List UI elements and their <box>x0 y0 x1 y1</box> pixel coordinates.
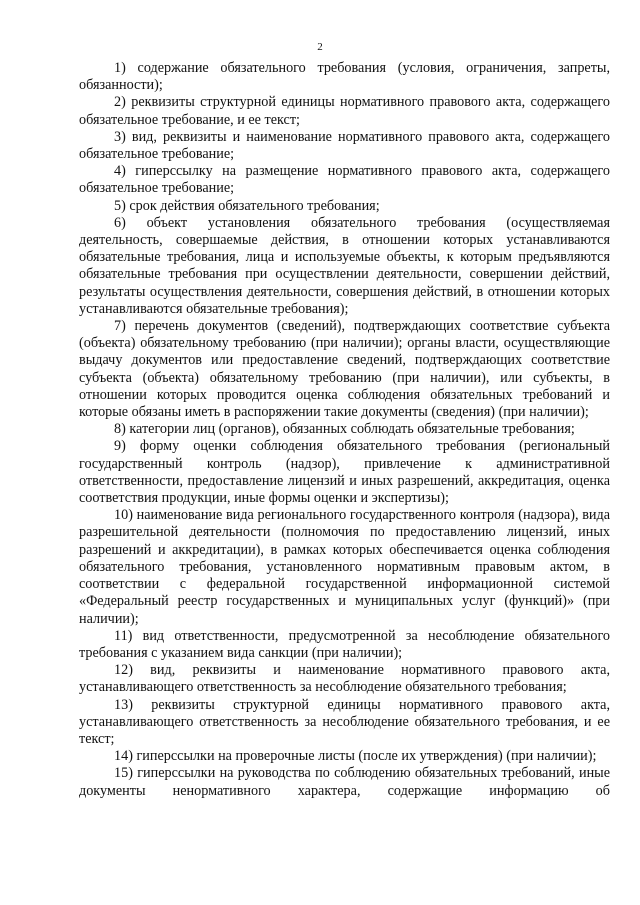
list-item-12: 12) вид, реквизиты и наименование нормативного правового акта, устанавливающего ответственность за несоблюдение обязательного требования; <box>79 662 610 696</box>
list-item-11: 11) вид ответственности, предусмотренной за несоблюдение обязательного требования с указанием вида санкции (при наличии); <box>79 627 610 661</box>
list-item-7: 7) перечень документов (сведений), подтверждающих соответствие субъекта (объекта) обязательному требованию (при наличии); органы власти, осуществляющие выдачу документов или предоставление сведений, подтверждающих соответствие субъекта (объекта) обязательному требованию (при наличии), или субъекты, в отношении которых проводится оценка соблюдения обязательных требований и которые обязаны иметь в распоряжении такие документы (сведения) (при наличии); <box>79 318 610 421</box>
list-item-13: 13) реквизиты структурной единицы нормативного правового акта, устанавливающего ответственность за несоблюдение обязательного требования, и ее текст; <box>79 696 610 747</box>
list-item-4: 4) гиперссылку на размещение нормативного правового акта, содержащего обязательное требование; <box>79 163 610 197</box>
list-item-6: 6) объект установления обязательного требования (осуществляемая деятельность, совершаемые действия, в отношении которых устанавливаются обязательные требования, лица и используемые объекты, к которым предъявляются обязательные требования при осуществлении деятельности, совершении действий, результаты осуществления деятельности, совершения действий, в отношении которых устанавливаются обязательные требования); <box>79 214 610 317</box>
document-body <box>79 60 610 800</box>
list-item-10: 10) наименование вида регионального государственного контроля (надзора), вида разрешительной деятельности (полномочия по предоставлению лицензий, иных разрешений и аккредитации), в рамках которых обеспечивается оценка соблюдения обязательного требования, установленного нормативным правовым актом, в соответствии с федеральной государственной информационной системой «Федеральный реестр государственных и муниципальных услуг (функций)» (при наличии); <box>79 507 610 627</box>
list-item-5: 5) срок действия обязательного требования; <box>114 197 380 214</box>
list-item-8: 8) категории лиц (органов), обязанных соблюдать обязательные требования; <box>114 421 575 438</box>
list-item-2: 2) реквизиты структурной единицы нормативного правового акта, содержащего обязательное требование, и ее текст; <box>79 94 610 128</box>
list-item-3: 3) вид, реквизиты и наименование нормативного правового акта, содержащего обязательное требование; <box>79 128 610 163</box>
page-number: 2 <box>317 41 323 53</box>
list-item-1: 1) содержание обязательного требования (условия, ограничения, запреты, обязанности); <box>79 60 610 94</box>
list-item-14: 14) гиперссылки на проверочные листы (после их утверждения) (при наличии); <box>114 748 597 765</box>
list-item-9: 9) форму оценки соблюдения обязательного требования (региональный государственный контроль (надзор), привлечение к административной ответственности, предоставление лицензий и иных разрешений, аккредитация, оценка соответствия продукции, иные формы оценки и экспертизы); <box>79 438 610 507</box>
list-item-15: 15) гиперссылки на руководства по соблюдению обязательных требований, иные документы ненормативного характера, содержащие информацию об <box>79 765 610 799</box>
